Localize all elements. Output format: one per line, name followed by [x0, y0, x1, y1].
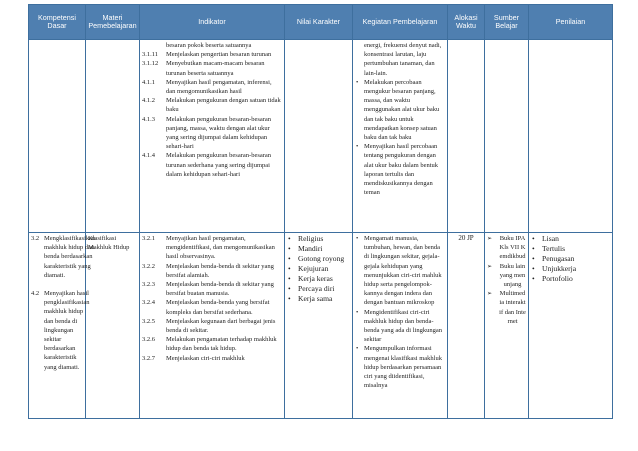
materi-text: Klasifikasi Makhluk Hidup	[88, 235, 130, 252]
list-item: • Lisan	[531, 234, 610, 244]
kd-item: 4.2 Menyajikan hasil pengklasifikasian makhluk hidup dan benda di lingkungan sekitar berdasarkan karakteristik yang diamati.	[31, 290, 90, 371]
row1-alokasi-cell	[448, 40, 485, 233]
indikator-item: 3.2.2 Menjelaskan benda-benda di sekitar yang bersifat alamiah.	[142, 262, 274, 279]
header-nilai-karakter: Nilai Karakter	[285, 5, 353, 40]
indikator-item: 4.1.4 Melakukan pengukuran besaran-besaran turunan sederhana yang sering dijumpai dalam kehidupan sehari-hari	[142, 152, 272, 178]
penilaian-list	[531, 234, 610, 284]
alokasi-text: 20 JP	[458, 234, 474, 242]
syllabus-grid	[28, 4, 613, 419]
list-item: • Melakukan percobaan mengukur besaran panjang, massa, dan waktu menggunakan alat ukur baku dan tak baku untuk mendapatkan konsep satuan baku dan tak baku	[355, 78, 445, 142]
header-alokasi: Alokasi Waktu	[448, 5, 485, 40]
header-kegiatan: Kegiatan Pembelajaran	[353, 5, 448, 40]
list-item: • Menyajikan hasil percobaan tentang pengukuran dengan alat ukur baku dalam bentuk laporan tertulis dan mendiskusikannya dengan teman	[355, 142, 445, 197]
row1-indikator-cell	[140, 40, 285, 233]
list-item: • Mandiri	[287, 244, 350, 254]
header-row	[29, 5, 613, 40]
header-penilaian: Penilaian	[529, 5, 613, 40]
header-indikator: Indikator	[140, 5, 285, 40]
indikator-item: besaran pokok beserta satuannya	[166, 42, 252, 49]
sumber-list	[487, 234, 526, 326]
indikator-item: 3.2.3 Menjelaskan benda-benda di sekitar yang bersifat buatan manusia.	[142, 281, 274, 298]
syllabus-table	[28, 4, 612, 426]
row1-materi-cell	[86, 40, 140, 233]
list-item: • Unjukkerja	[531, 264, 610, 274]
list-item: • Tertulis	[531, 244, 610, 254]
row1-kd-cell	[29, 40, 86, 233]
list-item: • Mengumpulkan informasi mengenai klasifikasi makhluk hidup berdasarkan persamaan ciri yang diidentifikasi, misalnya	[355, 344, 445, 390]
indikator-item: 4.1.3 Melakukan pengukuran besaran-besaran panjang, massa, waktu dengan alat ukur yang sering dijumpai dalam kehidupan sehari-hari	[142, 115, 272, 151]
list-item: • Gotong royong	[287, 254, 350, 264]
header-kompetensi-dasar: Kompetensi Dasar	[29, 5, 86, 40]
list-item: • Mengidentifikasi ciri-ciri makhluk hidup dan benda-benda yang ada di lingkungan sekitar	[355, 308, 445, 345]
list-item: ➢ Multimedia interaktif dan Internet	[487, 289, 526, 326]
list-item: • Kerja keras	[287, 274, 350, 284]
kegiatan-lead-text: energi, frekuensi denyut nadi, konsentrasi larutan, laju pertumbuhan tanaman, dan lain-lain.	[364, 42, 442, 77]
row2-alokasi-cell	[448, 233, 485, 419]
list-item: • Mengamati manusia, tumbuhan, hewan, dan benda di lingkungan sekitar, gejala-gejala kehidupan yang menunjukkan ciri-ciri mahluk hidup serta pengelompok-kannya dengan indera dan dengan bantuan mikroskop	[355, 234, 445, 308]
row1-karakter-cell	[285, 40, 353, 233]
list-item: ➢ Buku lain yang menunjang	[487, 262, 526, 290]
indikator-item: 3.1.11 Menjelaskan pengertian besaran turunan	[142, 51, 272, 59]
table-row	[29, 233, 613, 419]
list-item: • Kejujuran	[287, 264, 350, 274]
indikator-item: 3.2.6 Melakukan pengamatan terhadap makhluk hidup dan benda tak hidup.	[142, 336, 277, 353]
row1-penilaian-cell	[529, 40, 613, 233]
row2-kd-cell	[29, 233, 96, 419]
indikator-item: 3.1.12 Menyebutkan macam-macam besaran turunan beserta satuannya	[142, 60, 265, 77]
karakter-list	[287, 234, 350, 304]
row2-kegiatan-cell	[353, 233, 448, 419]
indikator-item: 4.1.2 Melakukan pengukuran dengan satuan tidak baku	[142, 97, 281, 114]
kegiatan-list	[355, 234, 445, 390]
row1-sumber-cell	[485, 40, 529, 233]
row2-indikator-cell	[140, 233, 285, 419]
list-item: • Percaya diri	[287, 284, 350, 294]
list-item: • Portofolio	[531, 274, 610, 284]
indikator-item: 3.2.4 Menjelaskan benda-benda yang bersifat kompleks dan bersifat sederhana.	[142, 299, 270, 316]
kegiatan-list	[355, 78, 445, 198]
header-sumber: Sumber Belajar	[485, 5, 529, 40]
list-item: • Kerja sama	[287, 294, 350, 304]
header-materi: Materi Pemebelajaran	[86, 5, 140, 40]
table-row	[29, 40, 613, 233]
row2-sumber-cell	[485, 233, 529, 419]
list-item: • Penugasan	[531, 254, 610, 264]
list-item: • Religius	[287, 234, 350, 244]
row1-kegiatan-cell	[353, 40, 448, 233]
indikator-item: 3.2.5 Menjelaskan kegunaan dari berbagai jenis benda di sekitar.	[142, 317, 276, 335]
row2-penilaian-cell	[529, 233, 613, 419]
list-item: ➢ Buku IPA Kls VII Kemdikbud	[487, 234, 526, 262]
indikator-item: 3.2.1 Menyajikan hasil pengamatan, mengidentifikasi, dan mengomunikasikan hasil observasinya.	[142, 235, 275, 261]
indikator-item: 4.1.1 Menyajikan hasil pengamatan, inferensi, dan mengomunikasikan hasil	[142, 78, 272, 96]
indikator-item: 3.2.7 Menjelaskan ciri-ciri makhluk	[142, 354, 245, 362]
row2-karakter-cell	[285, 233, 353, 419]
kd-item: 3.2 Mengklasifikasikan makhluk hidup dan benda berdasarkan karakteristik yang diamati.	[31, 235, 96, 279]
